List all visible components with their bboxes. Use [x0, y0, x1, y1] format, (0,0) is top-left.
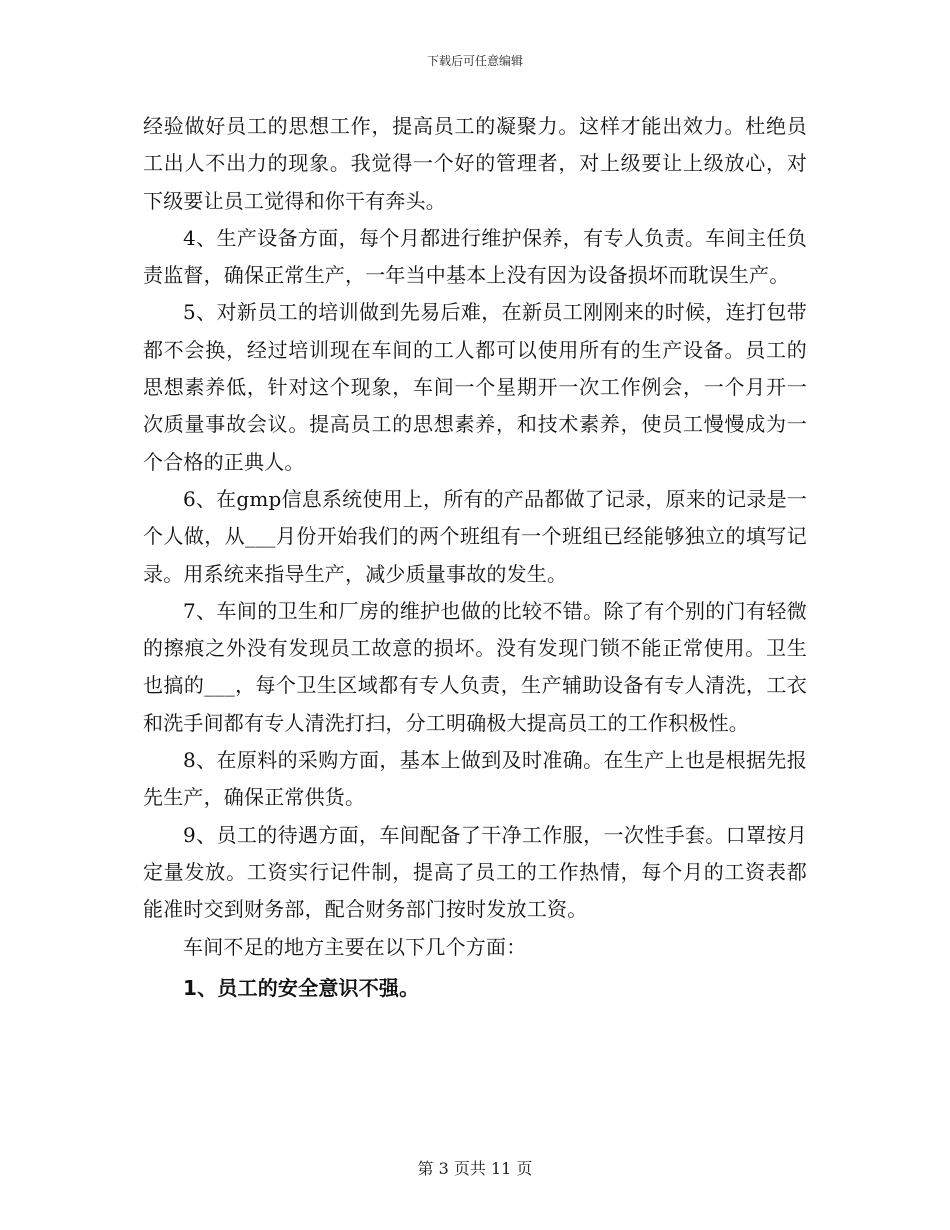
- section-heading: 1、员工的安全意识不强。: [183, 975, 420, 1000]
- page-footer: 第 3 页共 11 页: [417, 1159, 533, 1178]
- paragraph-item-9: 9、员工的待遇方面，车间配备了干净工作服，一次性手套。口罩按月定量发放。工资实行记件制，提高了员工的工作热情，每个月的工资表都能准时交到财务部，配合财务部门按时发放工资。: [143, 822, 807, 922]
- paragraph-continuation: 经验做好员工的思想工作，提高员工的凝聚力。这样才能出效力。杜绝员工出人不出力的现象。我觉得一个好的管理者，对上级要让上级放心，对下级要让员工觉得和你干有奔头。: [143, 114, 807, 213]
- paragraph-item-8: 8、在原料的采购方面，基本上做到及时准确。在生产上也是根据先报先生产，确保正常供货。: [143, 748, 807, 810]
- paragraph-item-4: 4、生产设备方面，每个月都进行维护保养，有专人负责。车间主任负责监督，确保正常生产，一年当中基本上没有因为设备损坏而耽误生产。: [143, 225, 807, 288]
- page-header: 下载后可任意编辑: [426, 54, 523, 68]
- paragraph-item-6: 6、在gmp信息系统使用上，所有的产品都做了记录，原来的记录是一个人做，从___月份开始我们的两个班组有一个班组已经能够独立的填写记录。用系统来指导生产，减少质量事故的发生。: [143, 486, 807, 586]
- paragraph-item-5: 5、对新员工的培训做到先易后难，在新员工刚刚来的时候，连打包带都不会换，经过培训现在车间的工人都可以使用所有的生产设备。员工的思想素养低，针对这个现象，车间一个星期开一次工作例会，一个月开一次质量事故会议。提高员工的思想素养，和技术素养，使员工慢慢成为一个合格的正典人。: [143, 300, 807, 474]
- paragraph-item-7: 7、车间的卫生和厂房的维护也做的比较不错。除了有个别的门有轻微的擦痕之外没有发现员工故意的损坏。没有发现门锁不能正常使用。卫生也搞的___，每个卫生区域都有专人负责，生产辅助设备有专人清洗，工衣和洗手间都有专人清洗打扫，分工明确极大提高员工的工作积极性。: [143, 598, 807, 735]
- document-body: [143, 108, 807, 1007]
- paragraph-shortcomings-intro: 车间不足的地方主要在以下几个方面：: [183, 934, 527, 959]
